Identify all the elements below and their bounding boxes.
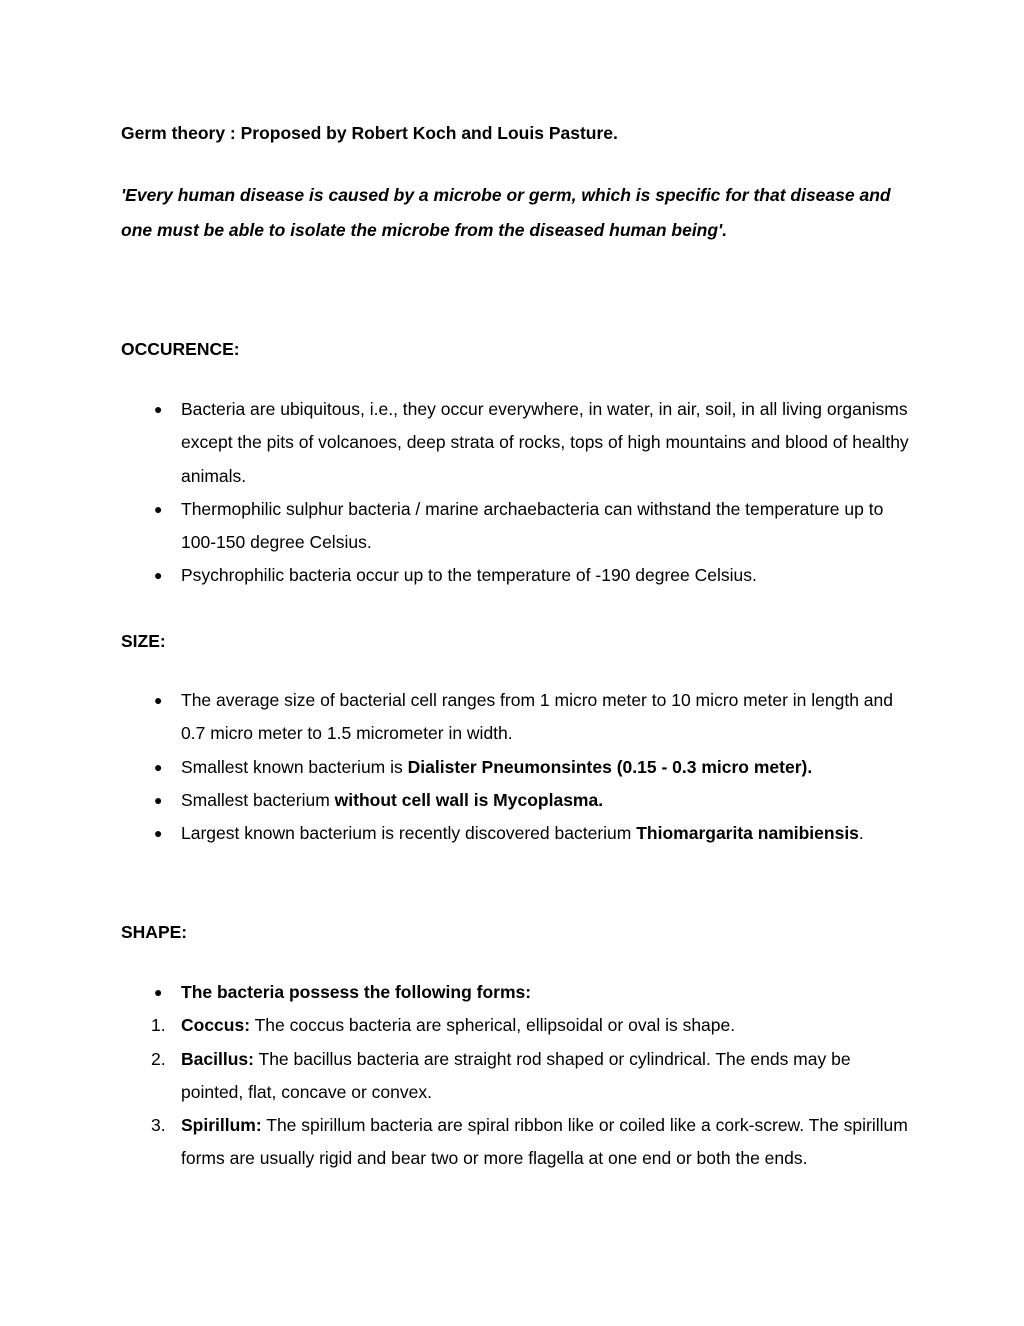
bullet-icon: ● xyxy=(154,567,163,584)
list-item: ● Psychrophilic bacteria occur up to the temperature of -190 degree Celsius. xyxy=(121,559,911,592)
bullet-icon: ● xyxy=(154,500,163,517)
form-term: Spirillum: xyxy=(181,1115,262,1136)
list-number: 1. xyxy=(151,1015,166,1036)
list-item: ● Bacteria are ubiquitous, i.e., they occur everywhere, in water, in air, soil, in all living organisms except the pits of volcanoes, deep strata of rocks, tops of high mountains and blood of healthy animals. xyxy=(121,393,911,493)
germ-theory-quote: 'Every human disease is caused by a microbe or germ, which is specific for that disease and one must be able to isolate the microbe from the diseased human being'. xyxy=(121,185,891,240)
smallest-bacterium-name: Dialister Pneumonsintes (0.15 - 0.3 micro meter). xyxy=(407,756,813,777)
size-heading: SIZE: xyxy=(121,631,166,651)
occurrence-heading: OCCURENCE: xyxy=(121,339,240,359)
bullet-icon: ● xyxy=(154,758,163,775)
list-item: 2. Bacillus: The bacillus bacteria are straight rod shaped or cylindrical. The ends may be pointed, flat, concave or convex. xyxy=(121,1043,911,1110)
document-title: Germ theory : Proposed by Robert Koch and Louis Pasture. xyxy=(121,123,618,143)
shape-list xyxy=(121,976,911,1176)
bullet-icon: ● xyxy=(154,984,163,1000)
list-item xyxy=(121,976,911,1009)
bullet-icon: ● xyxy=(154,791,163,808)
form-term: Coccus: xyxy=(181,1015,251,1036)
list-number: 2. xyxy=(151,1048,166,1069)
size-list xyxy=(121,684,911,850)
occurrence-list xyxy=(121,393,911,593)
list-item: 1. Coccus: The coccus bacteria are spherical, ellipsoidal or oval is shape. xyxy=(121,1009,911,1042)
mycoplasma-note: without cell wall is Mycoplasma. xyxy=(334,789,604,810)
shape-intro: The bacteria possess the following forms: xyxy=(181,982,532,1002)
list-item: ● Thermophilic sulphur bacteria / marine archaebacteria can withstand the temperature up to 100-150 degree Celsius. xyxy=(121,493,911,560)
form-term: Bacillus: xyxy=(181,1048,254,1069)
list-item: ● Largest known bacterium is recently discovered bacterium Thiomargarita namibiensis. xyxy=(121,817,911,850)
bullet-icon: ● xyxy=(154,401,163,417)
list-item: ● The average size of bacterial cell ranges from 1 micro meter to 10 micro meter in length and 0.7 micro meter to 1.5 micrometer in width. xyxy=(121,684,911,751)
list-item: 3. Spirillum: The spirillum bacteria are spiral ribbon like or coiled like a cork-screw. The spirillum forms are usually rigid and bear two or more flagella at one end or both the ends. xyxy=(121,1109,911,1176)
largest-bacterium-name: Thiomargarita namibiensis xyxy=(636,823,859,844)
list-item: ● Smallest known bacterium is Dialister Pneumonsintes (0.15 - 0.3 micro meter). xyxy=(121,751,911,784)
bullet-icon: ● xyxy=(154,692,163,708)
shape-heading: SHAPE: xyxy=(121,922,188,942)
list-item: ● Smallest bacterium without cell wall is Mycoplasma. xyxy=(121,784,911,817)
bullet-icon: ● xyxy=(154,825,163,842)
list-number: 3. xyxy=(151,1115,166,1136)
